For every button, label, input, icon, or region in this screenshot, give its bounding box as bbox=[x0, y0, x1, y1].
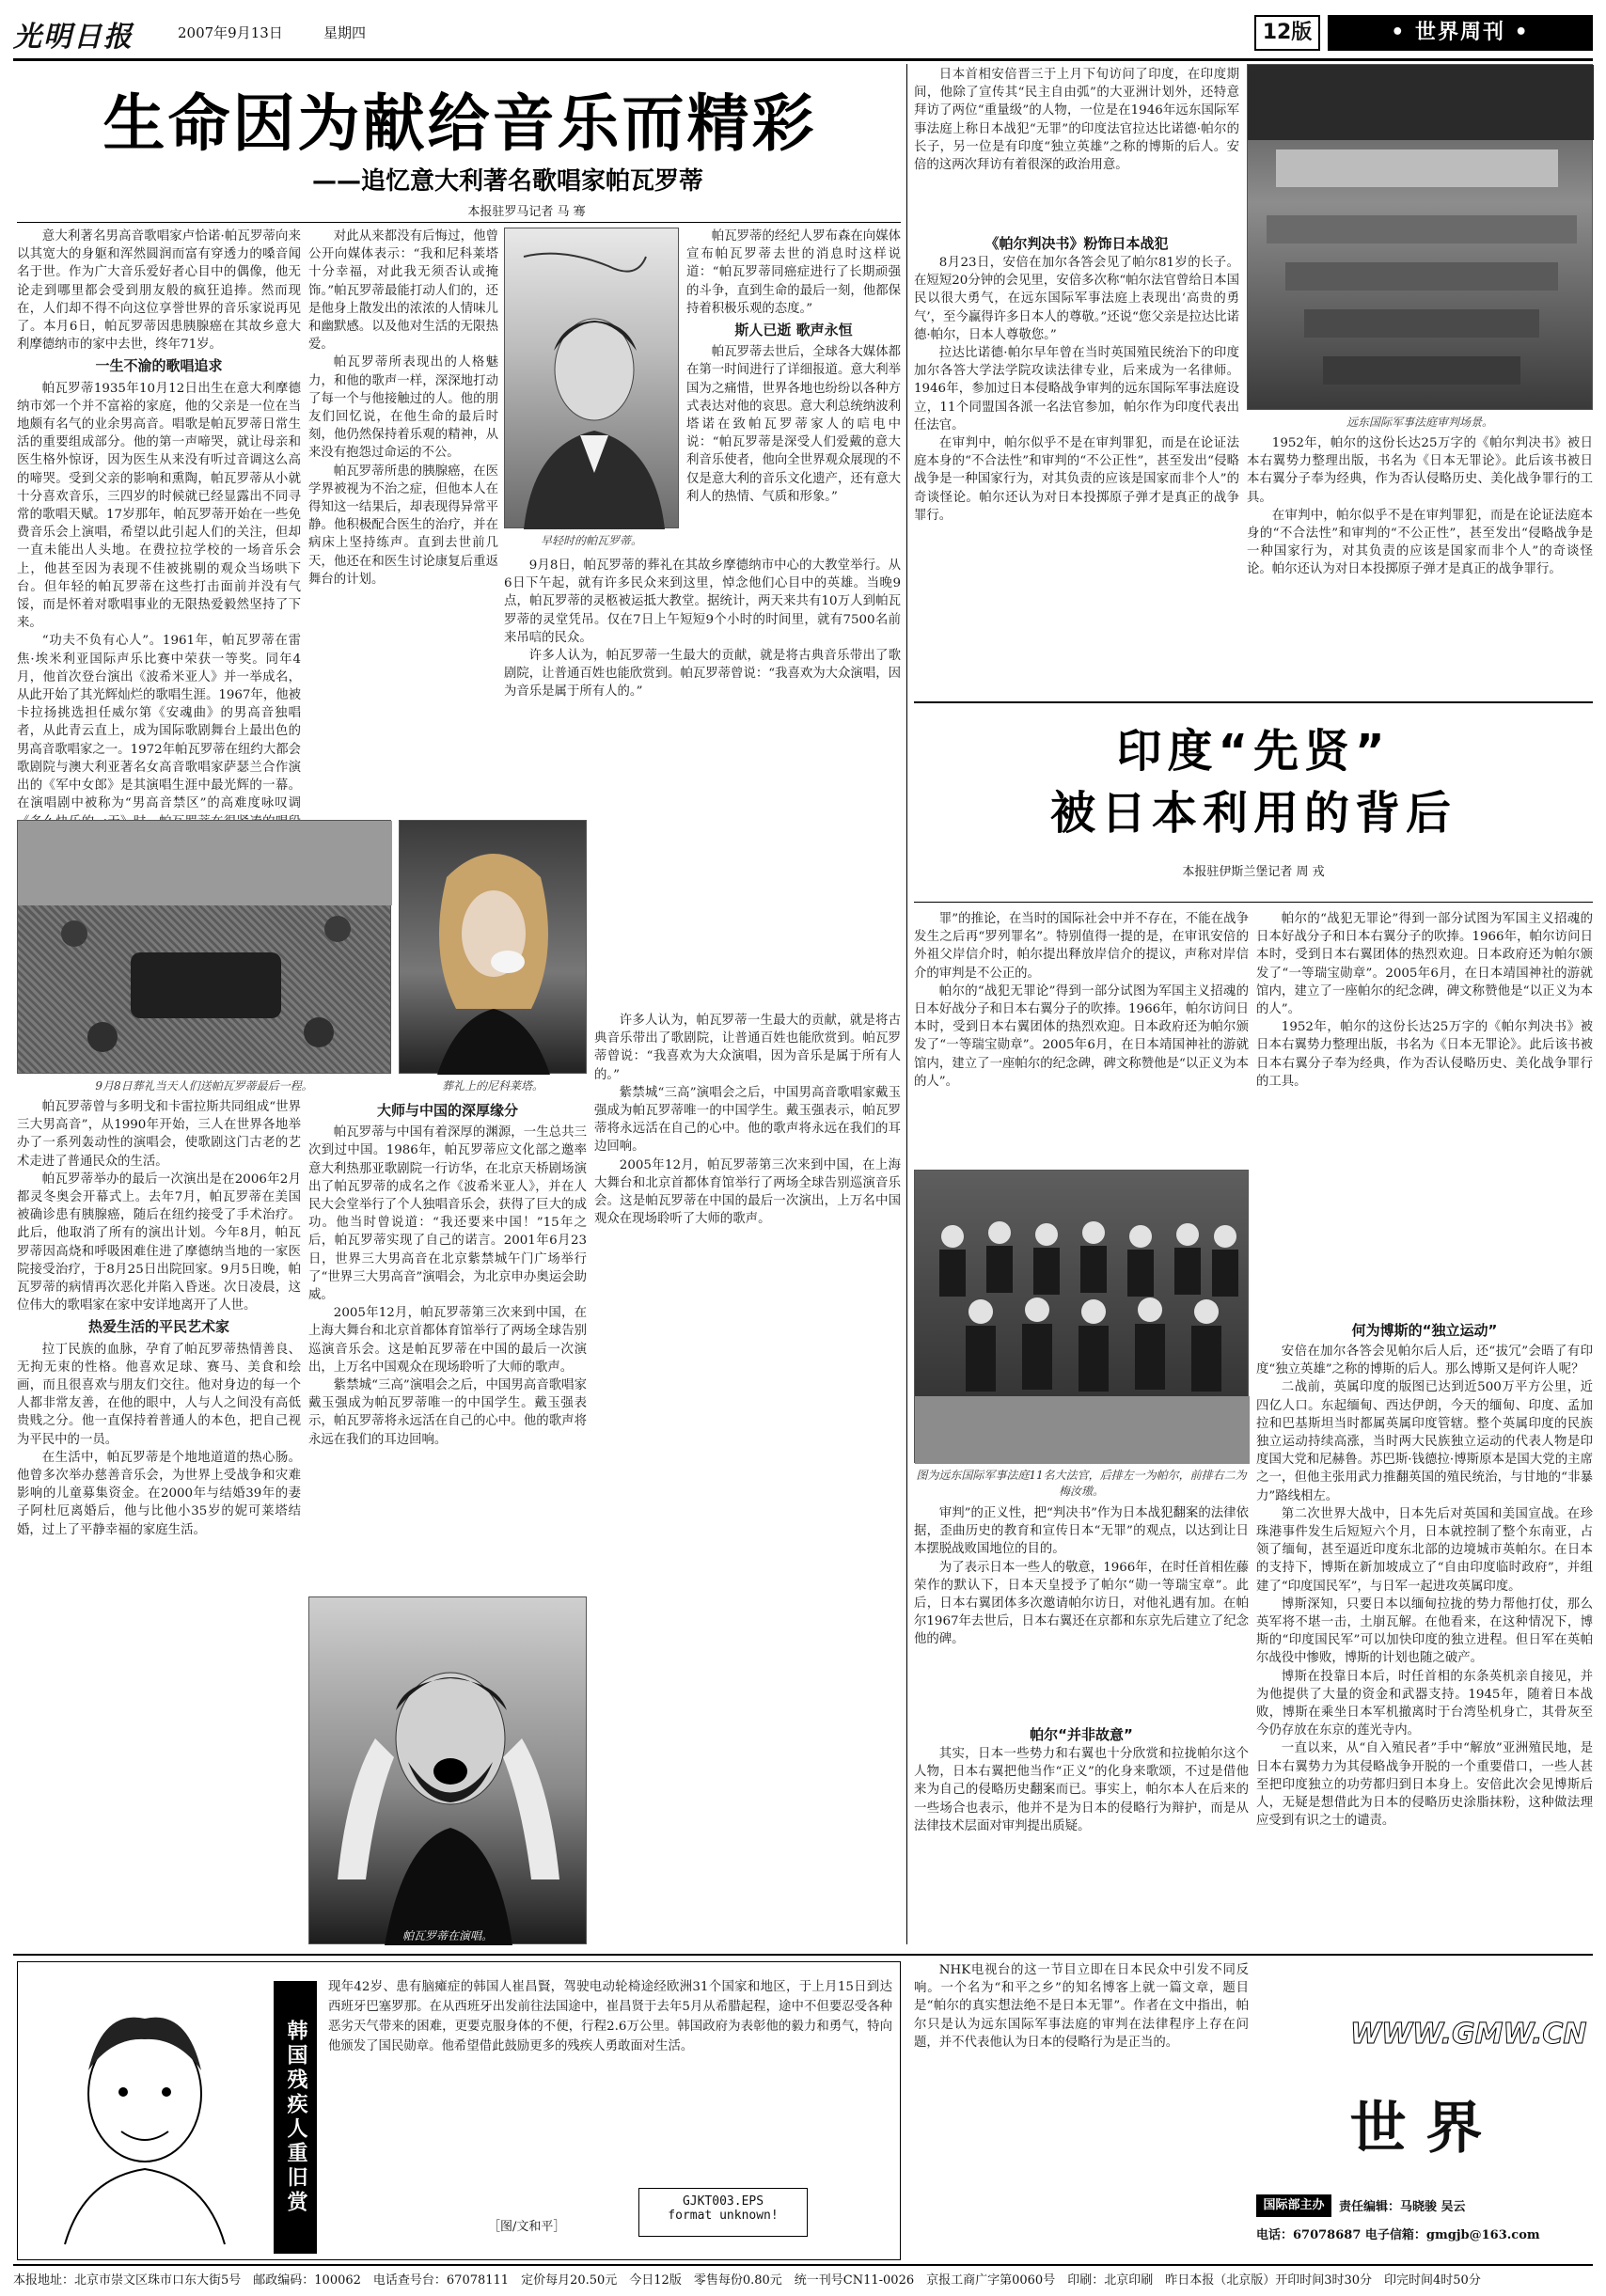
article2-col-f bbox=[1256, 910, 1593, 1314]
caption-widow: 葬礼上的尼科莱塔。 bbox=[441, 1079, 543, 1093]
brief-news-text: 现年42岁、患有脑瘫症的韩国人崔昌賢，驾驶电动轮椅途经欧洲31个国家和地区，于上月15日到达西班牙巴塞罗那。在从西班牙出发前往法国途中，崔昌贤于去年5月从希腊起程，途中不但要忍受各种恶劣天气带来的困难，更要克服身体的不便，行程2.6万公里。韩国政府为表彰他的毅力和勇气，特向他颁发了国民勋章。他希望借此鼓励更多的残疾人勇敢面对生活。 bbox=[328, 1980, 892, 2053]
paragraph: 罪”的推论，在当时的国际社会中并不存在，不能在战争发生之后再“罗列罪名”。特别值得一提的是，在审讯安倍的外祖父岸信介时，帕尔提出释放岸信介的提议，声称对岸信介的审判是不公正的。 bbox=[914, 912, 1249, 981]
editor-names: 责任编辑：马晓骏 吴云 bbox=[1339, 2200, 1466, 2214]
paragraph: 紫禁城“三高”演唱会之后，中国男高音歌唱家戴玉强成为帕瓦罗蒂唯一的中国学生。戴玉强表示，帕瓦罗蒂将永远活在自己的心中。他的歌声将永远在我们的耳边回响。 bbox=[308, 1378, 587, 1447]
paragraph: 帕瓦罗蒂的经纪人罗布森在向媒体宣布帕瓦罗蒂去世的消息时这样说道：“帕瓦罗蒂同癌症进行了长期顽强的斗争，直到生命的最后一刻，他都保持着积极乐观的态度。” bbox=[686, 229, 901, 316]
paragraph: 对此从来都没有后悔过，他曾公开向媒体表示：“我和尼科莱塔十分幸福，对此我无须否认或掩饰。”帕瓦罗蒂最能打动人们的，还是他身上散发出的浓浓的人情味儿和幽默感。以及他对生活的无限热爱。 bbox=[308, 229, 498, 353]
paragraph: 9月8日，帕瓦罗蒂的葬礼在其故乡摩德纳市中心的大教堂举行。从6日下午起，就有许多民众来到这里，悼念他们心目中的英雄。当晚9点，帕瓦罗蒂的灵柩被运抵大教堂。据统计，两天来共有10万人到帕瓦罗蒂的灵堂凭吊。仅在7日上午短短9个小时的时间里，就有7500名前来吊唁的民众。 bbox=[504, 558, 901, 645]
world-section-box bbox=[1256, 1961, 1593, 2260]
footer-imprint: 本报地址：北京市崇文区珠市口东大街5号 邮政编码：100062 电话查号台：67078111 定价每月20.50元 今日12版 零售每份0.80元 统一刊号CN11-0026 京报工商广字第0060号 印刷：北京印刷 昨日本报（北京版）开印时间3时30分 印完时间4时50分 bbox=[13, 2273, 1481, 2288]
paragraph: 许多人认为，帕瓦罗蒂一生最大的贡献，就是将古典音乐带出了歌剧院，让普通百姓也能欣赏到。帕瓦罗蒂曾说：“我喜欢为大众演唱，因为音乐是属于所有人的。” bbox=[504, 649, 901, 700]
paragraph: 拉达比诺德·帕尔早年曾在当时英国殖民统治下的印度加尔各答大学法学院攻读法律专业，后来成为一名律师。1946年，参加过日本侵略战争审判的远东国际军事法庭设立，11个同盟国各派一名法官参加，帕尔作为印度代表出任法官。 bbox=[914, 346, 1239, 432]
paragraph: 意大利著名男高音歌唱家卢恰诺·帕瓦罗蒂向来以其宽大的身躯和浑然圆润而富有穿透力的嗓音闻名于世。作为广大音乐爱好者心目中的偶像，他无论走到哪里都会受到朋友般的疯狂追捧。然而现在，人们却不得不向这位享誉世界的音乐家说再见了。本月6日，帕瓦罗蒂因患胰腺癌在其故乡意大利摩德纳市的家中去世，终年71岁。 bbox=[17, 229, 301, 353]
article2-intro bbox=[914, 66, 1239, 226]
article2-col-c bbox=[914, 910, 1249, 1164]
caption-singing: 帕瓦罗蒂在演唱。 bbox=[402, 1929, 493, 1942]
paragraph: 许多人认为，帕瓦罗蒂一生最大的贡献，就是将古典音乐带出了歌剧院，让普通百姓也能欣赏到。帕瓦罗蒂曾说：“我喜欢为大众演唱，因为音乐是属于所有人的。” bbox=[594, 1014, 901, 1082]
page-number: 12版 bbox=[1254, 15, 1320, 51]
contact-line: 电话：67078687 电子信箱：gmgjb@163.com bbox=[1256, 2228, 1540, 2242]
paragraph: NHK电视台的这一节目立即在日本民众中引发不同反响。一个名为“和平之乡”的知名博客上就一篇文章，题目是“帕尔的真实想法绝不是日本无罪”。作者在文中指出，帕尔只是认为远东国际军事法庭的审判在法律程序上存在问题，并不代表他认为日本的侵略行为是正当的。 bbox=[914, 1963, 1249, 2050]
article1-col1-lower bbox=[17, 1098, 301, 1954]
article1-col1 bbox=[17, 228, 301, 811]
paragraph: 帕瓦罗蒂所患的胰腺癌，在医学界被视为不治之症，但他本人在得知这一结果后，却表现得异常平静。他积极配合医生的治疗，并在病床上坚持练声。直到去世前几天，他还在和医生讨论康复后重返舞台的计划。 bbox=[308, 464, 498, 587]
missing-graphic-stamp bbox=[638, 2188, 808, 2237]
paragraph: 帕尔的“战犯无罪论”得到一部分试图为军国主义招魂的日本好战分子和日本右翼分子的吹捧。1966年，帕尔访问日本时，受到日本右翼团体的热烈欢迎。日本政府还为帕尔颁发了“一等瑞宝勋章”。2005年6月，在日本靖国神社的游就馆内，建立了一座帕尔的纪念碑，碑文称赞他是“以正义为本的人”。 bbox=[1256, 912, 1593, 1017]
bottom-band-rule bbox=[13, 1954, 1593, 1956]
tribunal-illustration bbox=[1248, 65, 1594, 411]
brief-news-label: 韩国残疾人重旧赏 bbox=[274, 1981, 317, 2254]
paragraph: 第二次世界大战中，日本先后对英国和美国宣战。在珍珠港事件发生后短短六个月，日本就控制了整个东南亚，占领了缅甸，甚至逼近印度东北部的边境城市英帕尔。在日本的支持下，博斯在新加坡成立了“自由印度临时政府”，并组建了“印度国民军”，与日军一起进攻英属印度。 bbox=[1256, 1506, 1593, 1594]
caption-crowd: 9月8日葬礼当天人们送帕瓦罗蒂最后一程。 bbox=[95, 1079, 313, 1093]
cartoon-portrait bbox=[27, 1981, 262, 2244]
article1-title-rule bbox=[17, 222, 901, 223]
photo-tokyo-tribunal bbox=[1247, 64, 1593, 410]
article2-col-a bbox=[914, 254, 1239, 696]
paragraph: 拉丁民族的血脉，孕育了帕瓦罗蒂热情善良、无拘无束的性格。他喜欢足球、赛马、美食和绘画，而且很喜欢与朋友们交往。他对身边的每一个人都非常友善，在他的眼中，人与人之间没有高低贵贱之分。他一直保持着普通人的本色，把自己视为平民中的一员。 bbox=[17, 1342, 301, 1447]
paragraph: 为了表示日本一些人的敬意，1966年，在时任首相佐藤荣作的默认下，日本天皇授予了帕尔“勋一等瑞宝章”。此后，日本右翼团体多次邀请帕尔访日，对他礼遇有加。在帕尔1967年去世后，日本右翼还在京都和东京先后建立了纪念他的碑。 bbox=[914, 1560, 1249, 1647]
brief-news-box bbox=[17, 1961, 901, 2260]
photo-widow bbox=[399, 820, 587, 1074]
paragraph: 帕瓦罗蒂去世后，全球各大媒体都在第一时间进行了详细报道。意大利举国为之痛惜，世界各地也纷纷以各种方式表达对他的哀思。意大利总统纳波利塔诺在致帕瓦罗蒂家人的唁电中说：“帕瓦罗蒂是深受人们爱戴的意大利音乐使者，他向全世界观众展现的不仅是意大利的音乐文化遗产，还有意大利人的热情、气质和形象。” bbox=[686, 345, 901, 504]
paragraph: 在审判中，帕尔似乎不是在审判罪犯，而是在论证法庭本身的“不合法性”和审判的“不公正性”，甚至发出“侵略战争是一种国家行为，对其负责的应该是国家而非个人”的奇谈怪论。帕尔还认为对日本投掷原子弹才是真正的战争罪行。 bbox=[1247, 508, 1593, 577]
photo-funeral-crowd bbox=[17, 820, 391, 1074]
section-banner: • 世界周刊 • bbox=[1328, 15, 1593, 51]
paragraph: 二战前，英属印度的版图已达到近500万平方公里，近四亿人口。东起缅甸、西达伊朗，今天的缅甸、印度、孟加拉和巴基斯坦当时都属英属印度管辖。整个英属印度的民族独立运动持续高涨，当时两大民族独立运动的代表人物是印度国大党和尼赫鲁。苏巴斯·钱德拉·博斯原本是国大党的主席之一，但他主张用武力推翻英国的殖民统治，与甘地的“非暴力”路线相左。 bbox=[1256, 1380, 1593, 1503]
paragraph: 帕瓦罗蒂所表现出的人格魅力，和他的歌声一样，深深地打动了每一个与他接触过的人。他的朋友们回忆说，在他生命的最后时刻，他仍然保持着乐观的精神，从来没有抱怨过命运的不公。 bbox=[308, 355, 498, 461]
paragraph: 在审判中，帕尔似乎不是在审判罪犯，而是在论证法庭本身的“不合法性”和审判的“不公正性”，甚至发出“侵略战争是一种国家行为，对其负责的应该是国家而非个人”的奇谈怪论。帕尔还认为对日本投掷原子弹才是真正的战争罪行。 bbox=[914, 436, 1239, 523]
section-subhead: 热爱生活的平民艺术家 bbox=[87, 1318, 229, 1336]
issue-weekday: 星期四 bbox=[323, 24, 367, 41]
caption-court: 远东国际军事法庭审判场景。 bbox=[1346, 416, 1493, 429]
issue-date: 2007年9月13日 bbox=[178, 24, 283, 41]
caption-portrait: 早轻时的帕瓦罗蒂。 bbox=[540, 534, 642, 547]
section-subhead: 斯人已逝 歌声永恒 bbox=[734, 322, 853, 339]
paragraph: 2005年12月，帕瓦罗蒂第三次来到中国，在上海大舞台和北京首都体育馆举行了两场全球告别巡演音乐会。这是帕瓦罗蒂在中国的最后一次演出，上万名中国观众在现场聆听了大师的歌声。 bbox=[594, 1157, 901, 1227]
paragraph: 安倍在加尔各答会见帕尔后人后，还“拔冗”会晤了有印度“独立英雄”之称的博斯的后人。那么博斯又是何许人呢？ bbox=[1256, 1345, 1593, 1377]
paragraph: 2005年12月，帕瓦罗蒂第三次来到中国，在上海大舞台和北京首都体育馆举行了两场全球告别巡演音乐会。这是帕瓦罗蒂在中国的最后一次演出，上万名中国观众在现场聆听了大师的歌声。 bbox=[308, 1306, 587, 1375]
paragraph: 帕瓦罗蒂举办的最后一次演出是在2006年2月都灵冬奥会开幕式上。去年7月，帕瓦罗蒂在美国被确诊患有胰腺癌，随后在纽约接受了手术治疗。此后，他取消了所有的演出计划。今年8月，帕瓦罗蒂因高烧和呼吸困难住进了摩德纳当地的一家医院接受治疗，于8月25日出院回家。9月5日晚，帕瓦罗蒂的病情再次恶化并陷入昏迷。次日凌晨，这位伟大的歌唱家在家中安详地离开了人世。 bbox=[17, 1172, 301, 1313]
article2-subhead-3: 何为博斯的“独立运动” bbox=[1351, 1322, 1498, 1339]
paragraph: 8月23日，安倍在加尔各答会见了帕尔81岁的长子。在短短20分钟的会见里，安倍多次称“帕尔法官曾给日本国民以很大勇气，在远东国际军事法庭上表现出‘高贵的勇气’，至今赢得许多日本人的尊敬。”还说“您父亲是拉达比诺德·帕尔，日本人尊敬您。” bbox=[914, 256, 1240, 342]
article1-col2-lower bbox=[308, 1098, 587, 1587]
brief-news-credit: ［图/文和平］ bbox=[488, 2220, 566, 2234]
article2-title-line2: 被日本利用的背后 bbox=[1049, 787, 1456, 840]
paragraph: 博斯深知，只要日本以缅甸拉拢的势力帮他打仗，那么英军将不堪一击，土崩瓦解。在他看来，在这种情况下，博斯的“印度国民军”可以加快印度的独立进程。但日军在英帕尔战役中惨败，博斯的计划也随之破产。 bbox=[1256, 1596, 1593, 1666]
column-separator bbox=[906, 64, 907, 1944]
paragraph: 在生活中，帕瓦罗蒂是个地地道道的热心肠。他曾多次举办慈善音乐会，为世界上受战争和灾难影响的儿童募集资金。在2000年与结婚39年的妻子阿杜厄离婚后，他与比他小35岁的妮可莱塔结婚，过上了平静幸福的家庭生活。 bbox=[17, 1450, 301, 1537]
paragraph: 紫禁城“三高”演唱会之后，中国男高音歌唱家戴玉强成为帕瓦罗蒂唯一的中国学生。戴玉强表示，帕瓦罗蒂将永远活在自己的心中。他的歌声将永远在我们的耳边回响。 bbox=[594, 1085, 901, 1155]
newspaper-logo: 光明日报 bbox=[13, 21, 134, 54]
paragraph: 1952年，帕尔的这份长达25万字的《帕尔判决书》被日本右翼势力整理出版，书名为《日本无罪论》。此后该书被日本右翼分子奉为经典，作为否认侵略历史、美化战争罪行的工具。 bbox=[1256, 1020, 1593, 1089]
article1-col3 bbox=[686, 228, 901, 538]
article2-subhead-2: 帕尔“并非故意” bbox=[1030, 1726, 1133, 1743]
section-subhead: 大师与中国的深厚缘分 bbox=[376, 1102, 518, 1119]
stamp-line: format unknown! bbox=[668, 2209, 779, 2223]
article2-col-b bbox=[1247, 434, 1593, 696]
article1-subtitle: ——追忆意大利著名歌唱家帕瓦罗蒂 bbox=[311, 167, 703, 196]
footer-rule bbox=[13, 2264, 1593, 2266]
paragraph: 帕瓦罗蒂曾与多明戈和卡雷拉斯共同组成“世界三大男高音”，从1990年开始，三人在世界各地举办了一系列轰动性的演唱会，使歌剧这门古老的艺术走进了普通民众的生活。 bbox=[17, 1100, 301, 1169]
photo-singing bbox=[308, 1596, 587, 1944]
paragraph: 博斯在投靠日本后，时任首相的东条英机亲自接见，并为他提供了大量的资金和武器支持。1945年，随着日本战败，博斯在乘坐日本军机撤离时于台湾坠机身亡，其骨灰至今仍存放在东京的莲光寺内。 bbox=[1256, 1669, 1593, 1738]
photo-tribunal-judges bbox=[914, 1170, 1249, 1463]
paragraph: 一直以来，从“自入殖民者”手中“解放”亚洲殖民地，是日本右翼势力为其侵略战争开脱的一个重要借口，一些人甚至把印度独立的功劳都归到日本身上。安倍此次会见博斯后人，无疑是想借此为日本的侵略历史涂脂抹粉，这种做法理应受到有识之士的谴责。 bbox=[1256, 1741, 1593, 1829]
article2-bottom-text bbox=[914, 1961, 1249, 2260]
article2-subhead-1: 《帕尔判决书》粉饰日本战犯 bbox=[984, 235, 1169, 252]
article1-col3-bottom bbox=[594, 1012, 901, 1952]
paragraph: 1952年，帕尔的这份长达25万字的《帕尔判决书》被日本右翼势力整理出版，书名为《日本无罪论》。此后该书被日本右翼分子奉为经典，作为否认侵略历史、美化战争罪行的工具。 bbox=[1247, 436, 1593, 505]
editor-label: 国际部主办 bbox=[1256, 2194, 1331, 2217]
crowd-illustration bbox=[18, 821, 392, 1075]
singing-illustration bbox=[309, 1597, 588, 1945]
photo-young-pavarotti bbox=[504, 228, 679, 528]
paragraph: 日本首相安倍晋三于上月下旬访问了印度，在印度期间，他除了宣传其“民主自由弧”的大亚洲计划外，还特意拜访了两位“重量级”的人物，一位是在1946年远东国际军事法庭上称日本战犯“无罪”的印度法官拉达比诺德·帕尔的长子，另一位是有印度“独立英雄”之称的博斯的后人。安倍的这两次拜访有着很深的政治用意。 bbox=[914, 68, 1239, 173]
site-url: WWW.GMW.CN bbox=[1350, 2018, 1587, 2051]
article1-byline: 本报驻罗马记者 马 骞 bbox=[467, 205, 586, 219]
paragraph: 帕瓦罗蒂与中国有着深厚的渊源，一生总共三次到过中国。1986年，帕瓦罗蒂应文化部之邀率意大利热那亚歌剧院一行访华，在北京天桥剧场演出了帕瓦罗蒂的成名之作《波希米亚人》，并在人民大会堂举行了个人独唱音乐会，获得了巨大的成功。他当时曾说道：“我还要来中国！”15年之后，帕瓦罗蒂实现了自己的诺言。2001年6月23日，世界三大男高音在北京紫禁城午门广场举行了“世界三大男高音”演唱会，为北京申办奥运会助威。 bbox=[308, 1125, 587, 1303]
paragraph: 审判”的正义性，把“判决书”作为日本战犯翻案的法律依据，歪曲历史的教育和宣传日本“无罪”的观点，以达到让日本摆脱战败国地位的目的。 bbox=[914, 1506, 1249, 1557]
section-world-title: 世 界 bbox=[1349, 2096, 1483, 2162]
stamp-line: GJKT003.EPS bbox=[682, 2194, 764, 2209]
article2-col-g bbox=[1256, 1343, 1593, 1944]
paragraph: “功夫不负有心人”。1961年，帕瓦罗蒂在雷焦·埃米利亚国际声乐比赛中荣获一等奖。同年4月，他首次登台演出《波希米亚人》并一举成名，从此开始了其光辉灿烂的歌唱生涯。1967年，他被卡拉扬挑选担任威尔第《安魂曲》的男高音独唱者，从此青云直上，成为国际歌剧舞台上最出色的男高音歌唱家之一。1972年帕瓦罗蒂在纽约大都会歌剧院与澳大利亚著名女高音歌唱家萨瑟兰合作演出的《军中女郎》是其演唱生涯中最光辉的一幕。在演唱剧中被称为“男高音禁区”的高难度咏叹调 bbox=[17, 634, 301, 811]
portrait-illustration bbox=[505, 228, 680, 529]
article2-byline: 本报驻伊斯兰堡记者 周 戎 bbox=[1182, 865, 1325, 879]
caption-judges: 图为远东国际军事法庭11名大法官，后排左一为帕尔，前排右二为梅汝璈。 bbox=[916, 1469, 1247, 1498]
masthead-rule bbox=[13, 58, 1593, 61]
article2-col-d bbox=[914, 1504, 1249, 1717]
cartoon-illustration bbox=[27, 1981, 262, 2244]
masthead bbox=[13, 9, 1593, 58]
article2-headline-box bbox=[914, 701, 1593, 903]
section-subhead: 一生不渝的歌唱追求 bbox=[95, 357, 223, 375]
paragraph: 帕尔的“战犯无罪论”得到一部分试图为军国主义招魂的日本好战分子和日本右翼分子的吹捧。1966年，帕尔访问日本时，受到日本右翼团体的热烈欢迎。日本政府还为帕尔颁发了“一等瑞宝勋章”。2005年6月，在日本靖国神社的游就馆内，建立了一座帕尔的纪念碑，碑文称赞他是“以正义为本的人”。 bbox=[914, 983, 1249, 1089]
article1-title: 生命因为献给音乐而精彩 bbox=[102, 87, 817, 160]
widow-illustration bbox=[400, 821, 588, 1075]
paragraph: 帕瓦罗蒂1935年10月12日出生在意大利摩德纳市郊一个并不富裕的家庭，他的父亲是一位在当地颇有名气的业余男高音。唱歌是帕瓦罗蒂日常生活的重要组成部分。他的第一声啼哭，就让母亲和医生格外惊讶，因为医生从来没有听过音调这么高的啼哭。受到父亲的影响和熏陶，帕瓦罗蒂从小就十分喜欢音乐，三四岁的时候就已经显露出不同寻常的歌唱天赋。17岁那年，帕瓦罗蒂开始在一些免费音乐会上演唱，希望以此引起人们的关注，但却一直未能出人头地。在费拉拉学校的一场音乐会上，他甚至因为表现不佳被挑剔的观众当场哄下台。但年轻的帕瓦罗蒂在这些打击面前并没有气馁，而是怀着对歌唱事业的无限热爱毅然坚持了下来。 bbox=[17, 381, 301, 631]
paragraph: 其实，日本一些势力和右翼也十分欣赏和拉拢帕尔这个人物，日本右翼把他当作“正义”的化身来歌颂，不过是借他来为自己的侵略历史翻案而已。事实上，帕尔本人在后来的一些场合也表示，他并不是为日本的侵略行为辩护，而是从法律技术层面对审判提出质疑。 bbox=[914, 1747, 1249, 1833]
article2-col-e bbox=[914, 1745, 1249, 1944]
article1-col2 bbox=[308, 228, 498, 807]
judges-illustration bbox=[915, 1171, 1250, 1464]
article2-title-line1: 印度“先贤” bbox=[1116, 725, 1391, 778]
